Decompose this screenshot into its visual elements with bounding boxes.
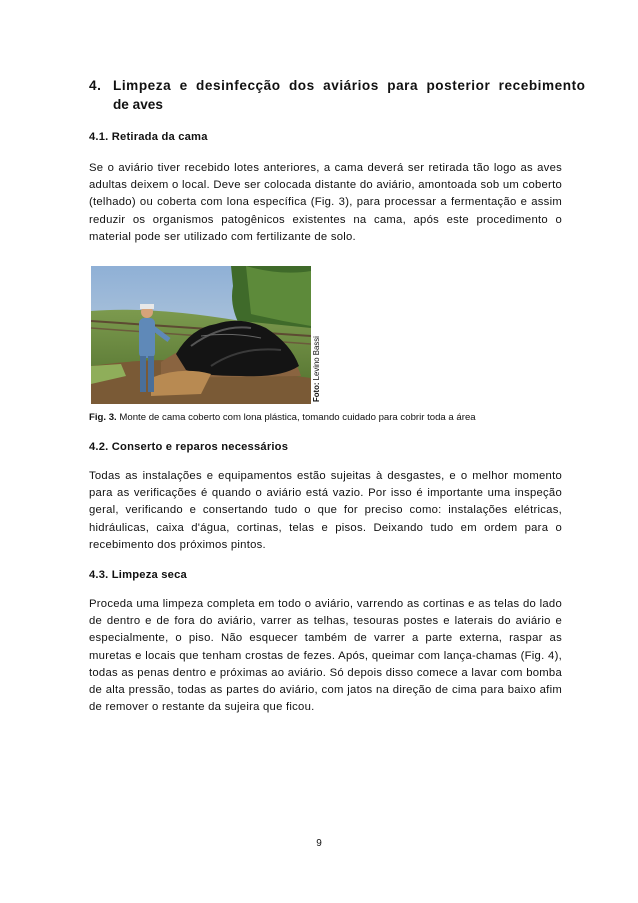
section-4-3-paragraph: Proceda uma limpeza completa em todo o aviário, varrendo as cortinas e as telas do lado de dentro e de fora do aviário, varrer as telhas, tesouras postes e laterais do aviário e especialmente, o piso. Não esquecer também de varrer a parte externa, raspar as muretas e locais que tenham crostas de fezes. Após, queimar com lança-chamas (Fig. 4), todas as penas dentro e próximas ao aviário. Só depois disso comece a lavar com bomba de alta pressão, todas as partes do aviário, com jatos na direção de cima para baixo afim de remover o restante da sujeira que ficou.: [89, 598, 562, 714]
figure-3-photo: [91, 266, 311, 404]
section-4-3-heading: 4.3. Limpeza seca: [89, 569, 187, 581]
section-4-2-paragraph: Todas as instalações e equipamentos estão sujeitas à desgastes, e o melhor momento para as verificações é quando o aviário está vazio. Por isso é importante uma inspeção geral, verificando e consertando tudo o que for preciso como: instalações elétricas, hidráulicas, caixa d'água, cortinas, telas e pisos. Deixando tudo em ordem para o recebimento dos próximos pintos.: [89, 470, 562, 551]
photo-credit: [306, 290, 336, 402]
figure-3-caption-label: Fig. 3.: [89, 412, 117, 423]
section-4-1-paragraph: Se o aviário tiver recebido lotes anteriores, a cama deverá ser retirada tão logo as aves adultas deixem o local. Deve ser colocada distante do aviário, amontoada sob um coberto (telhado) ou coberta com lona específica (Fig. 3), para processar a fermentação e assim reduzir os organismos patogênicos existentes na cama, após este procedimento o material pode ser utilizado com fertilizante de solo.: [89, 162, 562, 243]
section-4-title-line-1: Limpeza e desinfecção dos aviários para posterior recebimento: [113, 78, 586, 93]
photo-credit-label: Foto:: [312, 382, 321, 402]
section-4-1-heading: 4.1. Retirada da cama: [89, 131, 208, 143]
photo-man-tarp-covered-mound-icon: [91, 266, 311, 404]
figure-3-caption-text: Monte de cama coberto com lona plástica, tomando cuidado para cobrir toda a área: [116, 412, 476, 423]
section-4-title-line-2: de aves: [113, 97, 163, 112]
section-4-2-heading: 4.2. Conserto e reparos necessários: [89, 441, 289, 453]
section-4-number: 4.: [89, 78, 102, 93]
page-number: 9: [316, 838, 322, 849]
figure-3-caption: [89, 412, 569, 424]
section-4-heading: [89, 76, 586, 114]
photo-credit-name: Levino Bassi: [312, 336, 321, 383]
